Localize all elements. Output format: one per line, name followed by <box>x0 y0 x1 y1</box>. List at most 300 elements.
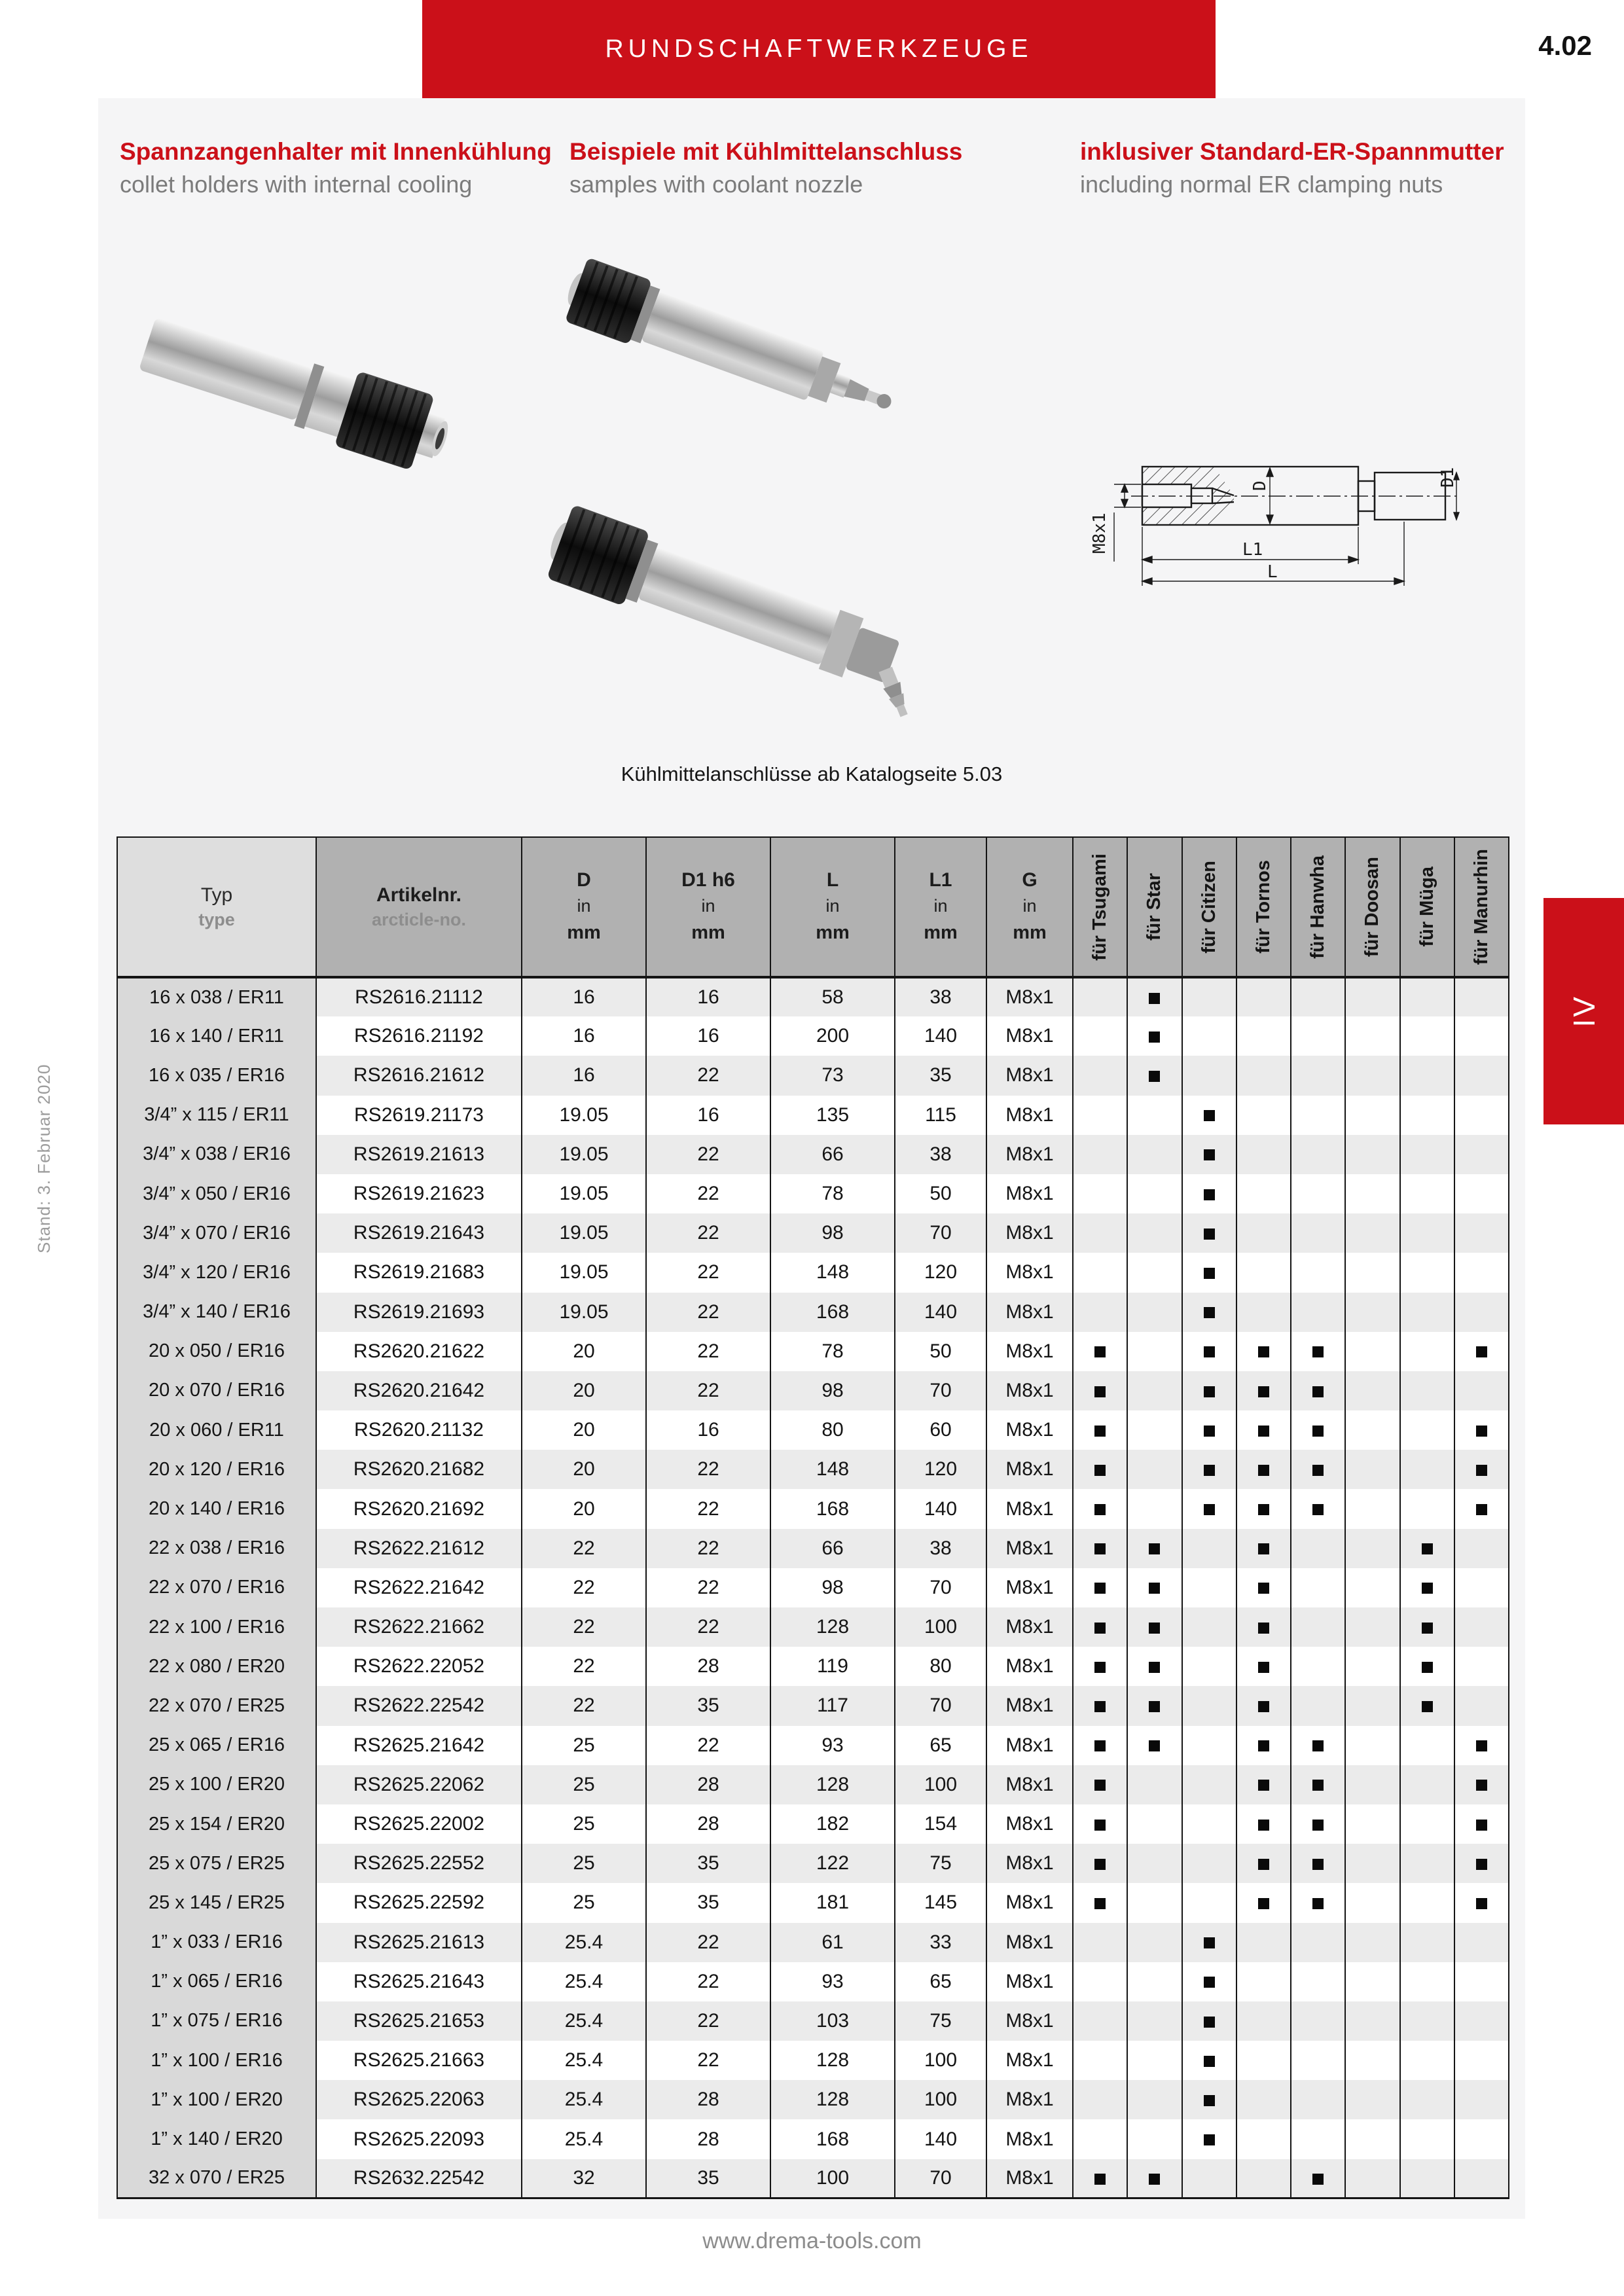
machine-mark-cell <box>1291 2041 1345 2080</box>
typ-cell: 3/4” x 140 / ER16 <box>117 1293 316 1332</box>
g-cell: M8x1 <box>986 1686 1073 1725</box>
photo-coolant-nozzle-sample <box>550 242 956 465</box>
machine-mark-cell <box>1345 1410 1399 1450</box>
availability-mark <box>1204 1346 1215 1357</box>
availability-mark <box>1094 1662 1106 1673</box>
machine-mark-cell <box>1400 2119 1454 2159</box>
typ-cell: 22 x 070 / ER25 <box>117 1686 316 1725</box>
machine-mark-cell <box>1236 1371 1291 1410</box>
g-cell: M8x1 <box>986 1568 1073 1607</box>
availability-mark <box>1476 1780 1487 1791</box>
g-cell: M8x1 <box>986 1962 1073 2001</box>
machine-mark-cell <box>1236 1096 1291 1135</box>
l1-cell: 154 <box>895 1804 986 1844</box>
availability-mark <box>1312 1740 1324 1751</box>
machine-mark-cell <box>1291 1332 1345 1371</box>
dim-label-l1: L1 <box>1242 540 1263 560</box>
col-header-artikelnr: Artikelnr. arcticle-no. <box>316 837 522 977</box>
d1-cell: 35 <box>646 1686 770 1725</box>
machine-mark-cell <box>1127 1213 1182 1253</box>
d-cell: 25 <box>522 1844 646 1883</box>
availability-mark <box>1204 1189 1215 1200</box>
table-row <box>117 1096 1509 1135</box>
machine-mark-cell <box>1454 1096 1509 1135</box>
machine-mark-cell <box>1182 1332 1236 1371</box>
machine-mark-cell <box>1400 1568 1454 1607</box>
l1-cell: 75 <box>895 2001 986 2041</box>
machine-mark-cell <box>1182 1135 1236 1174</box>
typ-cell: 3/4” x 115 / ER11 <box>117 1096 316 1135</box>
machine-mark-cell <box>1236 1135 1291 1174</box>
artikelnr-cell: RS2619.21173 <box>316 1096 522 1135</box>
table-row <box>117 1844 1509 1883</box>
machine-mark-cell <box>1454 1174 1509 1213</box>
machine-mark-cell <box>1127 2080 1182 2119</box>
machine-mark-cell <box>1454 1450 1509 1489</box>
d1-cell: 22 <box>646 1332 770 1371</box>
machine-mark-cell <box>1073 1371 1127 1410</box>
d-cell: 20 <box>522 1332 646 1371</box>
g-cell: M8x1 <box>986 1016 1073 1056</box>
typ-cell: 25 x 145 / ER25 <box>117 1883 316 1922</box>
d-cell: 20 <box>522 1450 646 1489</box>
d-cell: 25.4 <box>522 2119 646 2159</box>
artikelnr-cell: RS2632.22542 <box>316 2159 522 2198</box>
artikelnr-cell: RS2622.21612 <box>316 1529 522 1568</box>
d-cell: 19.05 <box>522 1174 646 1213</box>
machine-mark-cell <box>1236 2159 1291 2198</box>
machine-mark-cell <box>1345 1293 1399 1332</box>
d1-cell: 28 <box>646 1765 770 1804</box>
d1-cell: 22 <box>646 1529 770 1568</box>
availability-mark <box>1258 1583 1269 1594</box>
machine-mark-cell <box>1291 1607 1345 1647</box>
d-cell: 32 <box>522 2159 646 2198</box>
machine-mark-cell <box>1236 1844 1291 1883</box>
machine-mark-cell <box>1182 1962 1236 2001</box>
machine-mark-cell <box>1236 1568 1291 1607</box>
machine-mark-cell <box>1454 1607 1509 1647</box>
availability-mark <box>1149 1031 1160 1043</box>
machine-mark-cell <box>1236 1174 1291 1213</box>
g-cell: M8x1 <box>986 1844 1073 1883</box>
l-cell: 168 <box>770 2119 895 2159</box>
machine-mark-cell <box>1345 1096 1399 1135</box>
machine-mark-cell <box>1454 1332 1509 1371</box>
machine-mark-cell <box>1236 2041 1291 2080</box>
g-cell: M8x1 <box>986 1883 1073 1922</box>
banner-title: RUNDSCHAFTWERKZEUGE <box>605 35 1033 63</box>
d1-cell: 16 <box>646 1016 770 1056</box>
machine-mark-cell <box>1345 1883 1399 1922</box>
availability-mark <box>1258 1740 1269 1751</box>
d1-cell: 22 <box>646 1489 770 1528</box>
machine-mark-cell <box>1345 1253 1399 1292</box>
availability-mark <box>1204 1229 1215 1240</box>
l1-cell: 140 <box>895 1489 986 1528</box>
machine-mark-cell <box>1073 1135 1127 1174</box>
table-row <box>117 1923 1509 1962</box>
d-cell: 25.4 <box>522 2041 646 2080</box>
machine-mark-cell <box>1236 2001 1291 2041</box>
table-row <box>117 2080 1509 2119</box>
d-cell: 16 <box>522 977 646 1016</box>
machine-mark-cell <box>1127 1529 1182 1568</box>
machine-mark-cell <box>1182 1489 1236 1528</box>
machine-mark-cell <box>1400 1765 1454 1804</box>
machine-mark-cell <box>1400 1962 1454 2001</box>
machine-mark-cell <box>1182 2001 1236 2041</box>
machine-mark-cell <box>1073 1174 1127 1213</box>
g-cell: M8x1 <box>986 1371 1073 1410</box>
machine-mark-cell <box>1400 977 1454 1016</box>
availability-mark <box>1422 1583 1433 1594</box>
machine-mark-cell <box>1454 2080 1509 2119</box>
artikelnr-cell: RS2625.21613 <box>316 1923 522 1962</box>
machine-mark-cell <box>1291 1213 1345 1253</box>
machine-mark-cell <box>1291 977 1345 1016</box>
l-cell: 128 <box>770 2080 895 2119</box>
col-header-dim-2: D1 h6 in mm <box>646 837 770 977</box>
d1-cell: 35 <box>646 1883 770 1922</box>
artikelnr-cell: RS2619.21643 <box>316 1213 522 1253</box>
section-tab[interactable] <box>1543 898 1624 1124</box>
availability-mark <box>1422 1623 1433 1634</box>
d-cell: 25.4 <box>522 2001 646 2041</box>
heading-de: Spannzangenhalter mit Innenkühlung <box>120 138 552 165</box>
availability-mark <box>1312 1386 1324 1397</box>
l1-cell: 65 <box>895 1962 986 2001</box>
machine-mark-cell <box>1127 1371 1182 1410</box>
dim-label-thread: M8x1 <box>1090 512 1110 554</box>
machine-mark-cell <box>1400 2159 1454 2198</box>
machine-mark-cell <box>1345 2080 1399 2119</box>
machine-mark-cell <box>1345 1135 1399 1174</box>
col-header-machine-8: für Manurhin <box>1454 837 1509 977</box>
table-row <box>117 1804 1509 1844</box>
d1-cell: 22 <box>646 2001 770 2041</box>
typ-cell: 16 x 035 / ER16 <box>117 1056 316 1095</box>
table-row <box>117 1962 1509 2001</box>
col-header-dim-3: L in mm <box>770 837 895 977</box>
typ-cell: 1” x 100 / ER16 <box>117 2041 316 2080</box>
machine-mark-cell <box>1127 1726 1182 1765</box>
d-cell: 25 <box>522 1804 646 1844</box>
l1-cell: 120 <box>895 1450 986 1489</box>
machine-mark-cell <box>1400 1726 1454 1765</box>
machine-mark-cell <box>1400 1213 1454 1253</box>
machine-mark-cell <box>1127 1016 1182 1056</box>
machine-mark-cell <box>1291 1686 1345 1725</box>
availability-mark <box>1258 1859 1269 1870</box>
l1-cell: 70 <box>895 1371 986 1410</box>
machine-mark-cell <box>1073 2159 1127 2198</box>
machine-mark-cell <box>1345 2159 1399 2198</box>
d1-cell: 28 <box>646 1804 770 1844</box>
l-cell: 73 <box>770 1056 895 1095</box>
machine-mark-cell <box>1291 1450 1345 1489</box>
heading-de: Beispiele mit Kühlmittelanschluss <box>569 138 963 165</box>
d-cell: 16 <box>522 1056 646 1095</box>
machine-mark-cell <box>1182 1804 1236 1844</box>
l-cell: 66 <box>770 1135 895 1174</box>
machine-mark-cell <box>1182 1529 1236 1568</box>
machine-mark-cell <box>1236 1016 1291 1056</box>
machine-mark-cell <box>1236 977 1291 1016</box>
availability-mark <box>1149 2174 1160 2185</box>
machine-mark-cell <box>1073 1056 1127 1095</box>
availability-mark <box>1312 2174 1324 2185</box>
availability-mark <box>1204 1937 1215 1948</box>
machine-mark-cell <box>1073 1844 1127 1883</box>
typ-cell: 3/4” x 038 / ER16 <box>117 1135 316 1174</box>
machine-mark-cell <box>1345 1844 1399 1883</box>
machine-mark-cell <box>1454 2159 1509 2198</box>
l-cell: 148 <box>770 1253 895 1292</box>
d-cell: 19.05 <box>522 1253 646 1292</box>
d-cell: 25 <box>522 1883 646 1922</box>
d1-cell: 22 <box>646 1923 770 1962</box>
col-header-machine-2: für Star <box>1127 837 1182 977</box>
coolant-caption: Kühlmittelanschlüsse ab Katalogseite 5.03 <box>621 762 1003 785</box>
d1-cell: 16 <box>646 1410 770 1450</box>
machine-mark-cell <box>1236 1213 1291 1253</box>
availability-mark <box>1094 1504 1106 1515</box>
l1-cell: 100 <box>895 1765 986 1804</box>
machine-mark-cell <box>1291 1726 1345 1765</box>
machine-mark-cell <box>1400 1253 1454 1292</box>
d-cell: 20 <box>522 1410 646 1450</box>
l-cell: 135 <box>770 1096 895 1135</box>
machine-mark-cell <box>1345 1726 1399 1765</box>
table-row <box>117 1568 1509 1607</box>
availability-mark <box>1094 1543 1106 1554</box>
col-header-machine-3: für Citizen <box>1182 837 1236 977</box>
machine-mark-cell <box>1127 1568 1182 1607</box>
availability-mark <box>1204 1386 1215 1397</box>
d1-cell: 22 <box>646 1056 770 1095</box>
table-row <box>117 1607 1509 1647</box>
l-cell: 122 <box>770 1844 895 1883</box>
machine-mark-cell <box>1127 1686 1182 1725</box>
l1-cell: 120 <box>895 1253 986 1292</box>
machine-mark-cell <box>1345 1647 1399 1686</box>
typ-cell: 32 x 070 / ER25 <box>117 2159 316 2198</box>
machine-mark-cell <box>1236 2080 1291 2119</box>
availability-mark <box>1149 993 1160 1004</box>
footer-url[interactable]: www.drema-tools.com <box>702 2229 922 2253</box>
machine-mark-cell <box>1454 1016 1509 1056</box>
d-cell: 22 <box>522 1529 646 1568</box>
artikelnr-cell: RS2619.21613 <box>316 1135 522 1174</box>
d1-cell: 28 <box>646 2119 770 2159</box>
machine-mark-cell <box>1182 1410 1236 1450</box>
artikelnr-cell: RS2625.21642 <box>316 1726 522 1765</box>
availability-mark <box>1149 1662 1160 1673</box>
l-cell: 93 <box>770 1962 895 2001</box>
availability-mark <box>1204 2095 1215 2106</box>
availability-mark <box>1312 1426 1324 1437</box>
g-cell: M8x1 <box>986 1213 1073 1253</box>
revision-note: Stand: 3. Februar 2020 <box>34 1064 54 1253</box>
artikelnr-cell: RS2620.21682 <box>316 1450 522 1489</box>
machine-mark-cell <box>1291 2119 1345 2159</box>
machine-mark-cell <box>1127 2001 1182 2041</box>
availability-mark <box>1312 1898 1324 1909</box>
availability-mark <box>1204 1307 1215 1318</box>
l-cell: 103 <box>770 2001 895 2041</box>
machine-mark-cell <box>1345 1450 1399 1489</box>
d-cell: 25 <box>522 1765 646 1804</box>
machine-mark-cell <box>1073 1686 1127 1725</box>
typ-cell: 25 x 100 / ER20 <box>117 1765 316 1804</box>
machine-mark-cell <box>1345 1529 1399 1568</box>
artikelnr-cell: RS2619.21623 <box>316 1174 522 1213</box>
d1-cell: 22 <box>646 1726 770 1765</box>
machine-mark-cell <box>1454 1253 1509 1292</box>
machine-mark-cell <box>1127 977 1182 1016</box>
typ-cell: 20 x 070 / ER16 <box>117 1371 316 1410</box>
machine-mark-cell <box>1182 1293 1236 1332</box>
machine-mark-cell <box>1291 1844 1345 1883</box>
typ-cell: 20 x 060 / ER11 <box>117 1410 316 1450</box>
availability-mark <box>1204 1149 1215 1160</box>
machine-mark-cell <box>1291 1765 1345 1804</box>
table-row <box>117 2041 1509 2080</box>
machine-mark-cell <box>1345 1607 1399 1647</box>
availability-mark <box>1094 1346 1106 1357</box>
artikelnr-cell: RS2620.21692 <box>316 1489 522 1528</box>
machine-mark-cell <box>1400 1647 1454 1686</box>
machine-mark-cell <box>1454 1529 1509 1568</box>
machine-mark-cell <box>1454 1371 1509 1410</box>
artikelnr-cell: RS2625.22063 <box>316 2080 522 2119</box>
machine-mark-cell <box>1127 1332 1182 1371</box>
machine-mark-cell <box>1345 1765 1399 1804</box>
l-cell: 100 <box>770 2159 895 2198</box>
l-cell: 182 <box>770 1804 895 1844</box>
availability-mark <box>1204 2134 1215 2145</box>
machine-mark-cell <box>1127 1135 1182 1174</box>
machine-mark-cell <box>1291 1962 1345 2001</box>
artikelnr-cell: RS2622.21662 <box>316 1607 522 1647</box>
machine-mark-cell <box>1127 2119 1182 2159</box>
typ-cell: 1” x 140 / ER20 <box>117 2119 316 2159</box>
artikelnr-cell: RS2622.21642 <box>316 1568 522 1607</box>
artikelnr-cell: RS2616.21612 <box>316 1056 522 1095</box>
typ-cell: 20 x 140 / ER16 <box>117 1489 316 1528</box>
availability-mark <box>1258 1346 1269 1357</box>
machine-mark-cell <box>1345 1686 1399 1725</box>
artikelnr-cell: RS2619.21683 <box>316 1253 522 1292</box>
heading-coolant-samples <box>569 136 1067 202</box>
g-cell: M8x1 <box>986 2119 1073 2159</box>
machine-mark-cell <box>1345 1174 1399 1213</box>
machine-mark-cell <box>1291 1056 1345 1095</box>
machine-mark-cell <box>1073 1765 1127 1804</box>
artikelnr-cell: RS2625.22093 <box>316 2119 522 2159</box>
availability-mark <box>1476 1465 1487 1476</box>
availability-mark <box>1422 1543 1433 1554</box>
typ-cell: 1” x 033 / ER16 <box>117 1923 316 1962</box>
table-row <box>117 1213 1509 1253</box>
machine-mark-cell <box>1291 2080 1345 2119</box>
availability-mark <box>1204 1977 1215 1988</box>
g-cell: M8x1 <box>986 1056 1073 1095</box>
availability-mark <box>1204 1110 1215 1121</box>
d1-cell: 22 <box>646 1962 770 2001</box>
availability-mark <box>1258 1898 1269 1909</box>
typ-cell: 22 x 038 / ER16 <box>117 1529 316 1568</box>
machine-mark-cell <box>1400 1489 1454 1528</box>
typ-cell: 3/4” x 070 / ER16 <box>117 1213 316 1253</box>
availability-mark <box>1094 1820 1106 1831</box>
machine-mark-cell <box>1236 1293 1291 1332</box>
machine-mark-cell <box>1454 1883 1509 1922</box>
availability-mark <box>1204 2056 1215 2067</box>
l1-cell: 115 <box>895 1096 986 1135</box>
machine-mark-cell <box>1345 2119 1399 2159</box>
artikelnr-cell: RS2625.22552 <box>316 1844 522 1883</box>
heading-clamping-nuts <box>1080 136 1578 202</box>
d-cell: 16 <box>522 1016 646 1056</box>
availability-mark <box>1094 1701 1106 1712</box>
machine-mark-cell <box>1073 977 1127 1016</box>
l1-cell: 60 <box>895 1410 986 1450</box>
machine-mark-cell <box>1182 1607 1236 1647</box>
availability-mark <box>1312 1504 1324 1515</box>
typ-cell: 25 x 154 / ER20 <box>117 1804 316 1844</box>
machine-mark-cell <box>1127 1293 1182 1332</box>
l-cell: 61 <box>770 1923 895 1962</box>
artikelnr-cell: RS2625.22592 <box>316 1883 522 1922</box>
artikelnr-cell: RS2625.21643 <box>316 1962 522 2001</box>
g-cell: M8x1 <box>986 1332 1073 1371</box>
d-cell: 19.05 <box>522 1293 646 1332</box>
l1-cell: 38 <box>895 1135 986 1174</box>
machine-mark-cell <box>1236 1489 1291 1528</box>
machine-mark-cell <box>1345 1804 1399 1844</box>
g-cell: M8x1 <box>986 1096 1073 1135</box>
availability-mark <box>1476 1740 1487 1751</box>
availability-mark <box>1476 1426 1487 1437</box>
availability-mark <box>1149 1701 1160 1712</box>
machine-mark-cell <box>1127 1174 1182 1213</box>
g-cell: M8x1 <box>986 977 1073 1016</box>
l1-cell: 70 <box>895 1686 986 1725</box>
d-cell: 25.4 <box>522 2080 646 2119</box>
d1-cell: 16 <box>646 977 770 1016</box>
machine-mark-cell <box>1400 2001 1454 2041</box>
d1-cell: 35 <box>646 2159 770 2198</box>
machine-mark-cell <box>1345 1489 1399 1528</box>
machine-mark-cell <box>1400 1174 1454 1213</box>
machine-mark-cell <box>1182 1647 1236 1686</box>
availability-mark <box>1149 1583 1160 1594</box>
machine-mark-cell <box>1182 1726 1236 1765</box>
machine-mark-cell <box>1291 1489 1345 1528</box>
machine-mark-cell <box>1127 2159 1182 2198</box>
artikelnr-cell: RS2622.22542 <box>316 1686 522 1725</box>
machine-mark-cell <box>1400 1016 1454 1056</box>
machine-mark-cell <box>1454 977 1509 1016</box>
availability-mark <box>1258 1543 1269 1554</box>
l1-cell: 50 <box>895 1174 986 1213</box>
artikelnr-cell: RS2616.21192 <box>316 1016 522 1056</box>
typ-cell: 16 x 038 / ER11 <box>117 977 316 1016</box>
machine-mark-cell <box>1073 1804 1127 1844</box>
machine-mark-cell <box>1073 1647 1127 1686</box>
